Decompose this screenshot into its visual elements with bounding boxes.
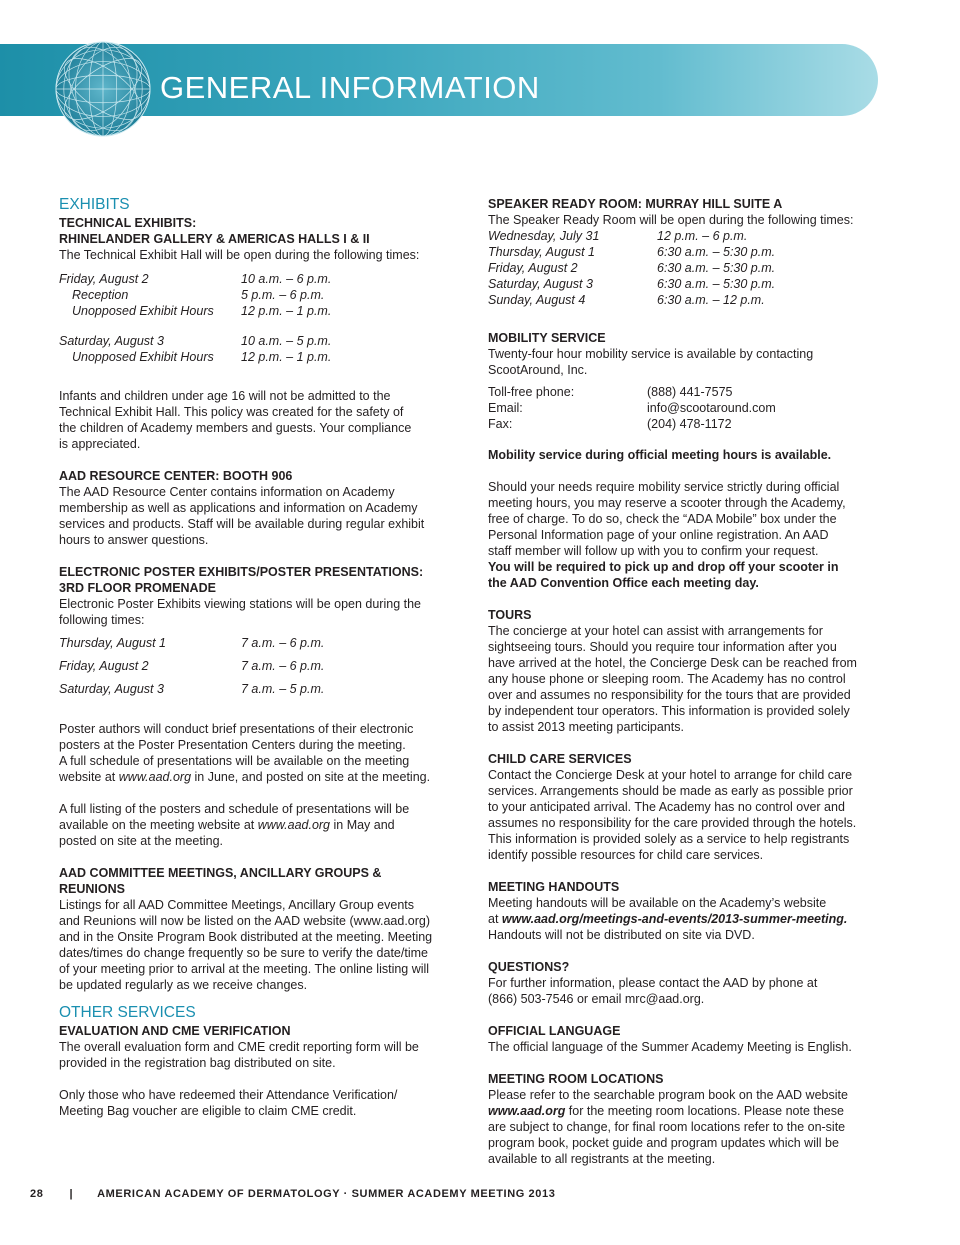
aad-website-link[interactable]: www.aad.org bbox=[118, 770, 192, 784]
schedule-row: Saturday, August 3 6:30 a.m. – 5:30 p.m. bbox=[488, 277, 776, 291]
page-number: 28 bbox=[30, 1188, 44, 1200]
poster-heading: ELECTRONIC POSTER EXHIBITS/POSTER PRESENTATIONS: bbox=[59, 565, 424, 579]
page-footer bbox=[30, 1188, 555, 1200]
language-heading: OFFICIAL LANGUAGE bbox=[488, 1024, 621, 1038]
mobility-contacts bbox=[488, 384, 880, 432]
child-care-heading: CHILD CARE SERVICES bbox=[488, 752, 632, 766]
schedule-row: Thursday, August 1 7 a.m. – 6 p.m. bbox=[59, 636, 325, 650]
schedule-row: Friday, August 2 10 a.m. – 6 p.m. bbox=[59, 272, 332, 286]
aad-website-link[interactable]: www.aad.org bbox=[488, 1104, 566, 1118]
technical-exhibits-intro: The Technical Exhibit Hall will be open during the following times: bbox=[59, 248, 420, 262]
poster-presentations-text: Poster authors will conduct brief presentations of their electronic posters at the Poster Presentation Centers during the meeting. A full schedule of presentations will be available on the meeting website at www.aad.org in June, and posted on site at the meeting. bbox=[59, 722, 431, 784]
schedule-row: Friday, August 2 6:30 a.m. – 5:30 p.m. bbox=[488, 261, 776, 275]
schedule-row: Thursday, August 1 6:30 a.m. – 5:30 p.m. bbox=[488, 245, 776, 259]
aad-website-link[interactable]: www.aad.org bbox=[257, 818, 331, 832]
infants-policy: Infants and children under age 16 will not be admitted to the Technical Exhibit Hall. This policy was created for the safety of the children of Academy members and guests. Your compliance is appreciated. bbox=[59, 389, 412, 451]
left-column: EXHIBITS TECHNICAL EXHIBITS: RHINELANDER GALLERY & AMERICAS HALLS I & II The Technical Exhibit Hall will be open during the following times: Friday, August 2 10 a.m. – 6 p.m. Reception 5 p.m. – 6 p.m. Unopposed Exhibit Hours 12 p.m. – 1 p.m. Saturday, August 3 10 a.m. – 5 p.m. Unopposed Exhibit Hours 12 p.m. – 1 p.m. Infants and children under age 16 will not be admitted to the Technical Exhibit Hall. This policy was created for the safety of the children of Academy members and guests. Your compliance is appreciated. AAD RESOURCE CENTER: BOOTH 906 The AAD Resource Center contains information on Academy membership as well as applications and information on Academy services and products. Staff will be available during regular exhibit hours to answer questions. ELECTRONIC POSTER EXHIBITS/POSTER PRESENTATIONS: 3RD FLOOR PROMENADE Electronic Poster Exhibits viewing stations will be open during the following times: Thursday, August 1 7 a.m. – 6 p.m. Friday, August 2 7 a.m. – 6 p.m. Saturday, August 3 7 a.m. – 5 p.m. Poster authors will conduct brief presentations of their electronic posters at the Poster Presentation Centers during the meeting. A full schedule of presentations will be available on the meeting website at www.aad.org in June, and posted on site at the meeting. A full listing of the posters and schedule of presentations will be available on the meeting website at www.aad.org in May and posted on site at the meeting. AAD COMMITTEE MEETINGS, ANCILLARY GROUPS & REUNIONS Listings for all AAD Committee Meetings, Ancillary Group events and Reunions will now be listed on the AAD website (www.aad.org) and in the Onsite Program Book distributed at the meeting. Meeting dates/times do change frequently so be sure to verify the date/time of your meeting prior to arrival at the meeting. The online listing will be updated regularly as we receive changes. OTHER SERVICES EVALUATION AND CME VERIFICATION The overall evaluation form and CME credit reporting form will be provided in the registration bag distributed on site. Only those who have redeemed their Attendance Verification/ Meeting Bag voucher are eligible to claim CME credit. bbox=[59, 196, 451, 1119]
footer-text: AMERICAN ACADEMY OF DERMATOLOGY · SUMMER ACADEMY MEETING 2013 bbox=[97, 1188, 556, 1200]
right-column: SPEAKER READY ROOM: MURRAY HILL SUITE A The Speaker Ready Room will be open during the following times: Wednesday, July 31 12 p.m. – 6 p.m. Thursday, August 1 6:30 a.m. – 5:30 p.m. Friday, August 2 6:30 a.m. – 5:30 p.m. Saturday, August 3 6:30 a.m. – 5:30 p.m. Sunday, August 4 6:30 a.m. – 12 p.m. MOBILITY SERVICE Twenty-four hour mobility service is available by contacting ScootAround, Inc. Toll-free phone: (888) 441-7575 Email: info@scootaround.com Fax: (204) 478-1172 Mobility service during official meeting hours is available. Should your needs require mobility service strictly during official meeting hours, you may reserve a scooter through the Academy, free of charge. To do so, check the “ADA Mobile” box under the Personal Information page of your online registration. An AAD staff member will follow up with you to confirm your request. You will be required to pick up and drop off your scooter in the AAD Convention Office each meeting day. TOURS The concierge at your hotel can assist with arrangements for sightseeing tours. Should you require tour information after you have arrived at the hotel, the Concierge Desk can be reached from any house phone or sleeping room. The Academy has no control over and assumes no responsibility for the tours that are provided by independent tour operators. This information is provided solely to assist 2013 meeting participants. CHILD CARE SERVICES Contact the Concierge Desk at your hotel to arrange for child care services. Arrangements should be made as early as possible prior to your anticipated arrival. The Academy has no control over and assumes no responsibility for the care provided through the hotels. This information is provided solely as a service to help registrants identify possible resources for child care services. MEETING HANDOUTS Meeting handouts will be available on the Academy’s website at www.aad.org/meetings-and-events/2013-summer-meeting. Handouts will not be distributed on site via DVD. QUESTIONS? For further information, please contact the AAD by phone at (866) 503-7546 or email mrc@aad.org. OFFICIAL LANGUAGE The official language of the Summer Academy Meeting is English. MEETING ROOM LOCATIONS Please refer to the searchable program book on the AAD website www.aad.org for the meeting room locations. Please note these are subject to change, for final room locations refer to the on-site program book, pocket guide and program updates which will be available to all registrants at the meeting. bbox=[488, 196, 880, 1167]
resource-center-heading: AAD RESOURCE CENTER: BOOTH 906 bbox=[59, 469, 293, 483]
handouts-heading: MEETING HANDOUTS bbox=[488, 880, 620, 894]
poster-schedule bbox=[59, 632, 451, 701]
poster-listing-text: A full listing of the posters and schedule of presentations will be available on the meeting website at www.aad.org in May and posted on site at the meeting. bbox=[59, 802, 410, 848]
committee-text: Listings for all AAD Committee Meetings, Ancillary Group events and Reunions will now be listed on the AAD website (www.aad.org) and in the Onsite Program Book distributed at the meeting. Meeting dates/times do change frequently so be sure to verify the date/time of your meeting prior to arrival at the meeting. The online listing will be updated regularly as we receive changes. bbox=[59, 898, 433, 992]
technical-schedule-2 bbox=[59, 333, 451, 365]
child-care-text: Contact the Concierge Desk at your hotel to arrange for child care services. Arrangements should be made as early as possible prior to your anticipated arrival. The Academy has no control over and assumes no responsibility for the care provided through the hotels. This information is provided solely as a service to help registrants identify possible resources for child care services. bbox=[488, 768, 857, 862]
mobility-notice: Mobility service during official meeting hours is available. bbox=[488, 448, 832, 462]
schedule-row: Sunday, August 4 6:30 a.m. – 12 p.m. bbox=[488, 293, 765, 307]
schedule-row: Wednesday, July 31 12 p.m. – 6 p.m. bbox=[488, 229, 748, 243]
mobility-needs-text: Should your needs require mobility service strictly during official meeting hours, you may reserve a scooter through the Academy, free of charge. To do so, check the “ADA Mobile” box under the Personal Information page of your online registration. An AAD staff member will follow up with you to confirm your request. You will be required to pick up and drop off your scooter in the AAD Convention Office each meeting day. bbox=[488, 480, 846, 590]
other-services-section-title: OTHER SERVICES bbox=[59, 1004, 196, 1021]
fax-number: (204) 478-1172 bbox=[647, 417, 732, 431]
room-locations-heading: MEETING ROOM LOCATIONS bbox=[488, 1072, 664, 1086]
contact-row: Fax: (204) 478-1172 bbox=[488, 417, 732, 431]
evaluation-heading: EVALUATION AND CME VERIFICATION bbox=[59, 1024, 291, 1038]
speaker-schedule bbox=[488, 228, 880, 308]
technical-exhibits-heading: TECHNICAL EXHIBITS: bbox=[59, 216, 197, 230]
technical-schedule-1 bbox=[59, 271, 451, 319]
schedule-row: Unopposed Exhibit Hours 12 p.m. – 1 p.m. bbox=[72, 350, 332, 364]
handouts-url-link[interactable]: www.aad.org/meetings-and-events/2013-summer-meeting. bbox=[501, 912, 848, 926]
poster-location: 3RD FLOOR PROMENADE bbox=[59, 581, 216, 595]
technical-exhibits-location: RHINELANDER GALLERY & AMERICAS HALLS I & II bbox=[59, 232, 370, 246]
tours-text: The concierge at your hotel can assist with arrangements for sightseeing tours. Should you require tour information after you have arrived at the hotel, the Concierge Desk can be reached from any house phone or sleeping room. The Academy has no control over and assumes no responsibility for the tours that are provided by independent tour operators. This information is provided solely to assist 2013 meeting participants. bbox=[488, 624, 857, 734]
email-link[interactable]: info@scootaround.com bbox=[647, 401, 776, 415]
mobility-heading: MOBILITY SERVICE bbox=[488, 331, 606, 345]
tours-heading: TOURS bbox=[488, 608, 532, 622]
exhibits-section-title: EXHIBITS bbox=[59, 196, 130, 213]
committee-heading: AAD COMMITTEE MEETINGS, ANCILLARY GROUPS & bbox=[59, 866, 382, 880]
schedule-row: Unopposed Exhibit Hours 12 p.m. – 1 p.m. bbox=[72, 304, 332, 318]
contact-row: Email: info@scootaround.com bbox=[488, 401, 776, 415]
footer-separator: | bbox=[69, 1188, 74, 1200]
contact-row: Toll-free phone: (888) 441-7575 bbox=[488, 385, 733, 399]
globe-logo-icon bbox=[54, 40, 152, 138]
phone-number[interactable]: (888) 441-7575 bbox=[647, 385, 733, 399]
schedule-row: Saturday, August 3 7 a.m. – 5 p.m. bbox=[59, 682, 325, 696]
schedule-row: Reception 5 p.m. – 6 p.m. bbox=[72, 288, 325, 302]
schedule-row: Friday, August 2 7 a.m. – 6 p.m. bbox=[59, 659, 325, 673]
questions-heading: QUESTIONS? bbox=[488, 960, 570, 974]
resource-center-text: The AAD Resource Center contains information on Academy membership as well as applications and information on Academy services and products. Staff will be available during regular exhibit hours to answer questions. bbox=[59, 485, 425, 547]
page-title: GENERAL INFORMATION bbox=[160, 70, 540, 105]
speaker-ready-room-heading: SPEAKER READY ROOM: MURRAY HILL SUITE A bbox=[488, 197, 783, 211]
schedule-row: Saturday, August 3 10 a.m. – 5 p.m. bbox=[59, 334, 332, 348]
